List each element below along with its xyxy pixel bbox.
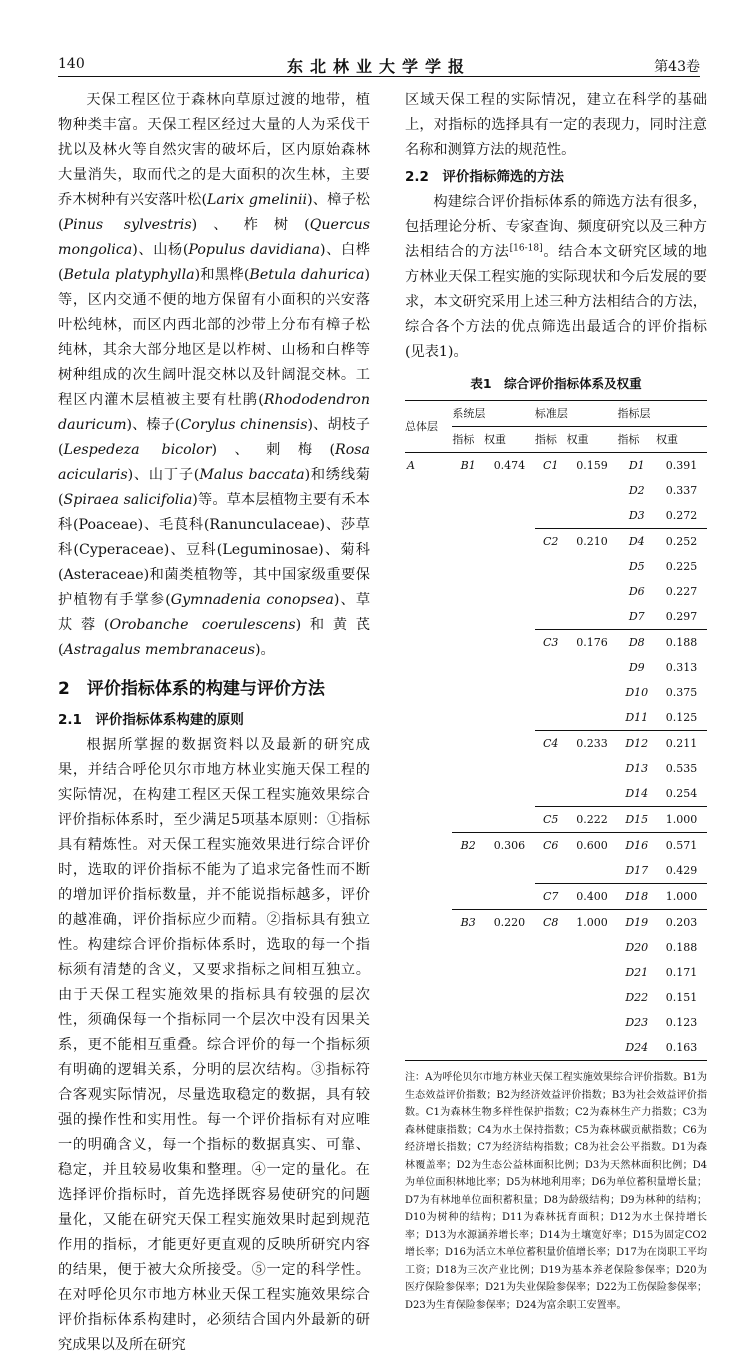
table-cell xyxy=(452,705,484,731)
table-cell: D2 xyxy=(628,484,645,497)
table-cell xyxy=(484,1035,535,1061)
table-row xyxy=(405,554,707,579)
table-row xyxy=(405,833,707,859)
table-cell: 0.391 xyxy=(665,459,698,472)
table-cell xyxy=(535,680,567,705)
table-cell xyxy=(567,935,618,960)
table-cell: D3 xyxy=(617,503,656,529)
table-cell xyxy=(452,781,484,807)
table-cell xyxy=(405,858,452,884)
table-cell xyxy=(452,680,484,705)
table-cell xyxy=(405,960,452,985)
table-row xyxy=(405,910,707,936)
table-cell xyxy=(484,604,535,630)
table-cell xyxy=(405,503,452,529)
intro-text: )、樟子松( xyxy=(58,192,370,233)
table-row xyxy=(405,731,707,757)
table-cell: 0.220 xyxy=(493,916,526,929)
table-row xyxy=(405,680,707,705)
table-row xyxy=(405,1035,707,1061)
latin-name: Pinus sylvestris xyxy=(63,217,192,233)
table-cell xyxy=(567,655,618,680)
intro-text: )、胡枝子( xyxy=(58,417,370,458)
table-cell xyxy=(452,884,484,910)
table-cell: D15 xyxy=(617,807,656,833)
table-cell: 0.535 xyxy=(665,762,698,775)
table-cell xyxy=(484,985,535,1010)
intro-text: )、山丁子( xyxy=(127,467,200,483)
method-text-b: 。结合本文研究区域的地方林业天保工程实施的实际现状和今后发展的要求，本文研究采用上述三种方法相结合的方法，综合各个方法的优点筛选出最适合的评价指标(见表1)。 xyxy=(405,244,707,360)
table-cell: C3 xyxy=(543,636,559,649)
volume-label: 第43卷 xyxy=(654,59,700,75)
latin-name: Gymnadenia conopsea xyxy=(170,592,334,608)
intro-text: 天保工程区位于森林向草原过渡的地带，植物种类丰富。天保工程区经过大量的人为采伐干扰以及林火等自然灾害的破坏后，区内原始森林大量消失，取而代之的是大面积的次生林，主要乔木树种有兴安落叶松( xyxy=(58,92,370,208)
table-cell: D11 xyxy=(617,705,656,731)
continued-paragraph: 区域天保工程的实际情况，建立在科学的基础上，对指标的选择具有一定的表现力，同时注意名称和测算方法的规范性。 xyxy=(405,92,707,158)
table-row xyxy=(405,807,707,833)
table-cell xyxy=(452,807,484,833)
table-cell: 0.429 xyxy=(656,858,707,884)
table-cell: C8 xyxy=(543,916,559,929)
table-cell xyxy=(452,731,484,757)
table-cell: C5 xyxy=(535,807,567,833)
table-cell xyxy=(567,756,618,781)
table-cell xyxy=(452,756,484,781)
table-cell: D19 xyxy=(625,916,649,929)
table-cell xyxy=(484,935,535,960)
subcol-idx: 指标 xyxy=(617,427,656,453)
table-cell xyxy=(535,985,567,1010)
table-cell: 0.188 xyxy=(665,941,698,954)
table-cell xyxy=(484,579,535,604)
table-row xyxy=(405,478,707,503)
table-cell: 0.571 xyxy=(665,839,698,852)
table-cell xyxy=(567,1010,618,1035)
table-cell xyxy=(452,503,484,529)
latin-name: Rosa acicularis xyxy=(58,442,371,483)
table-cell: 1.000 xyxy=(656,807,707,833)
table-cell xyxy=(405,655,452,680)
intro-text: )、刺梅( xyxy=(211,442,336,458)
table-cell xyxy=(405,554,452,579)
table-cell xyxy=(452,960,484,985)
table-cell: D12 xyxy=(625,737,649,750)
table-cell xyxy=(535,579,567,604)
table-cell: D23 xyxy=(625,1016,649,1029)
col-total: 总体层 xyxy=(405,401,452,453)
table-cell: D20 xyxy=(625,941,649,954)
table-cell xyxy=(452,1010,484,1035)
table-cell: 0.225 xyxy=(665,560,698,573)
table-title: 表1 综合评价指标体系及权重 xyxy=(470,376,642,391)
table-row xyxy=(405,884,707,910)
intro-text: )等，区内交通不便的地方保留有小面积的兴安落叶松纯林，而区内西北部的沙带上分布有樟子松纯林，其余大部分地区是以柞树、山杨和白桦等树种组成的次生阔叶混交林以及针阔混交林。工程区内灌木层植被主要有杜鹃( xyxy=(58,267,370,408)
table-cell xyxy=(405,807,452,833)
table-cell: D18 xyxy=(617,884,656,910)
table-cell xyxy=(484,705,535,731)
table-cell xyxy=(484,680,535,705)
table-cell: 0.313 xyxy=(665,661,698,674)
principles-paragraph: 根据所掌握的数据资料以及最新的研究成果，并结合呼伦贝尔市地方林业实施天保工程的实际情况，在构建工程区天保工程实施效果综合评价指标体系时，至少满足5项基本原则：①指标具有精炼性。对天保工程实施效果进行综合评价时，选取的评价指标不能为了追求完备性而不断的增加评价指标数量，并不能说指标越多，评价的越准确，评价指标应少而精。②指标具有独立性。构建综合评价指标体系时，选取的每一个指标须有清楚的含义，又要求指标之间相互独立。由于天保工程实施效果的指标具有较强的层次性，须确保每一个指标同一个层次中没有因果关系，更不能相互重叠。综合评价的每一个指标须有明确的逻辑关系，分明的层次结构。③指标符合客观实际情况，尽量选取稳定的数据，具有较强的操作性和实用性。每一个评价指标有对应唯一的明确含义，每一个指标的数据真实、可靠、稳定，并且较易收集和整理。④一定的量化。在选择评价指标时，首先选择既容易使研究的问题量化，又能在研究天保工程实施效果时起到规范作用的指标，才能更好更直观的反映所研究内容的结果，便于被大众所接受。⑤一定的科学性。在对呼伦贝尔市地方林业天保工程实施效果综合评价指标体系构建时，必须结合国内外最新的研究成果以及所在研究 xyxy=(58,737,370,1353)
table-cell xyxy=(405,529,452,555)
table-cell xyxy=(567,604,618,630)
table-cell xyxy=(484,503,535,529)
table-cell: B3 xyxy=(460,916,476,929)
method-text-a: 构建综合评价指标体系的筛选方法有很多，包括理论分析、专家查询、频度研究以及三种方法相结合的方法 xyxy=(405,194,707,260)
latin-name: Populus davidiana xyxy=(188,242,320,258)
table-cell xyxy=(535,503,567,529)
intro-text: )。 xyxy=(255,642,275,658)
table-cell: C4 xyxy=(543,737,559,750)
table-cell: D17 xyxy=(617,858,656,884)
table-cell xyxy=(405,833,452,859)
table-cell xyxy=(484,478,535,503)
table-cell xyxy=(535,604,567,630)
table-row xyxy=(405,655,707,680)
table-cell: 0.163 xyxy=(656,1035,707,1061)
table-cell xyxy=(567,503,618,529)
table-cell: 0.400 xyxy=(567,884,618,910)
table-cell xyxy=(484,630,535,656)
table-cell xyxy=(405,985,452,1010)
table-cell xyxy=(484,554,535,579)
weights-table xyxy=(405,400,707,1061)
table-cell xyxy=(405,604,452,630)
table-cell: 0.211 xyxy=(665,737,698,750)
table-cell xyxy=(567,554,618,579)
col-indicator: 指标层 xyxy=(617,401,707,427)
table-cell xyxy=(405,910,452,936)
table-cell: D9 xyxy=(628,661,645,674)
table-cell: 1.000 xyxy=(576,916,608,929)
table-cell xyxy=(535,1035,567,1061)
table-cell xyxy=(452,478,484,503)
table-cell: 0.222 xyxy=(567,807,618,833)
latin-name: Rhododendron dauricum xyxy=(58,392,370,433)
table-cell: C2 xyxy=(543,535,559,548)
table-cell: D13 xyxy=(625,762,649,775)
latin-name: Lespedeza bicolor xyxy=(63,442,212,458)
table-cell xyxy=(484,884,535,910)
table-cell: 0.233 xyxy=(576,737,608,750)
table-cell xyxy=(405,478,452,503)
intro-text: )、草苁蓉( xyxy=(58,592,371,633)
table-row xyxy=(405,529,707,555)
table-cell: 0.151 xyxy=(665,991,698,1004)
intro-text: )和黑桦( xyxy=(194,267,250,283)
subcol-idx: 指标 xyxy=(452,427,484,453)
intro-text: )和绣线菊( xyxy=(58,467,370,508)
table-cell: A xyxy=(407,459,415,472)
table-cell xyxy=(405,1010,452,1035)
latin-name: Corylus chinensis xyxy=(180,417,308,433)
latin-name: Astragalus membranaceus xyxy=(63,642,256,658)
intro-text: )、山杨( xyxy=(132,242,189,258)
table-cell xyxy=(484,781,535,807)
subsection-heading-2-2: 2.2 评价指标筛选的方法 xyxy=(405,169,564,185)
table-cell xyxy=(452,579,484,604)
table-row xyxy=(405,858,707,884)
table-cell: D14 xyxy=(617,781,656,807)
table-cell: 0.297 xyxy=(656,604,707,630)
table-cell: C1 xyxy=(543,459,559,472)
table-cell xyxy=(405,731,452,757)
table-row xyxy=(405,604,707,630)
table-cell: 0.600 xyxy=(576,839,608,852)
citation: [16-18] xyxy=(509,243,543,254)
table-note: 注：A为呼伦贝尔市地方林业天保工程实施效果综合评价指数。B1为生态效益评价指数；B2为经济效益评价指数；B3为社会效益评价指数。C1为森林生物多样性保护指数；C2为森林生产力指数；C3为森林健康指数；C4为水土保持指数；C5为森林碳贡献指数；C6为经济增长指数；C7为经济结构指数；C8为社会公平指数。D1为森林覆盖率；D2为生态公益林面积比例；D3为天然林面积比例；D4为单位面积林地比率；D5为林地利用率；D6为单位蓄积量增长量；D7为有林地单位面积蓄积量；D8为龄级结构；D9为林种的结构；D10为树种的结构；D11为森林抚育面积；D12为水土保持增长率；D13为水源涵养增长率；D14为土壤宽好率；D15为固定CO2增长率；D16为活立木单位蓄积量价值增长率；D17为在岗职工平均工资；D18为三次产业比例；D19为基本养老保险参保率；D20为医疗保险参保率；D21为失业保险参保率；D22为工伤保险参保率；D23为生育保险参保率；D24为富余职工安置率。 xyxy=(405,1072,707,1311)
page-number: 140 xyxy=(58,56,85,72)
table-row xyxy=(405,935,707,960)
table-cell: 0.337 xyxy=(665,484,698,497)
table-row xyxy=(405,756,707,781)
page-header xyxy=(58,54,700,77)
table-cell xyxy=(535,960,567,985)
table-cell xyxy=(535,858,567,884)
table-cell xyxy=(405,935,452,960)
table-cell xyxy=(484,858,535,884)
table-cell: 0.272 xyxy=(656,503,707,529)
latin-name: Betula platyphylla xyxy=(63,267,195,283)
table-cell xyxy=(452,1035,484,1061)
table-cell: D4 xyxy=(628,535,645,548)
table-cell: 0.306 xyxy=(493,839,526,852)
subcol-weight: 权重 xyxy=(484,427,535,453)
table-cell: 0.123 xyxy=(665,1016,698,1029)
table-cell xyxy=(452,529,484,555)
table-cell: 0.203 xyxy=(665,916,698,929)
col-system: 系统层 xyxy=(452,401,535,427)
table-cell xyxy=(567,579,618,604)
table-cell xyxy=(405,756,452,781)
latin-name: Quercus mongolica xyxy=(58,217,370,258)
table-cell xyxy=(405,630,452,656)
table-row xyxy=(405,453,707,479)
table-cell xyxy=(535,554,567,579)
table-row xyxy=(405,960,707,985)
table-cell: D22 xyxy=(625,991,649,1004)
table-cell: D21 xyxy=(625,966,649,979)
latin-name: Betula dahurica xyxy=(249,267,365,283)
table-cell xyxy=(567,960,618,985)
table-cell xyxy=(452,630,484,656)
table-cell: C6 xyxy=(543,839,559,852)
table-cell xyxy=(535,655,567,680)
table-cell: 0.176 xyxy=(576,636,608,649)
subcol-weight: 权重 xyxy=(567,427,618,453)
table-cell: B2 xyxy=(460,839,476,852)
table-row xyxy=(405,503,707,529)
intro-text: )、榛子( xyxy=(126,417,181,433)
right-column xyxy=(405,88,707,1314)
table-row xyxy=(405,579,707,604)
table-cell xyxy=(452,935,484,960)
table-cell xyxy=(405,1035,452,1061)
table-cell: D8 xyxy=(628,636,645,649)
journal-title: 东北林业大学学报 xyxy=(286,57,471,76)
intro-text: )和黄芪( xyxy=(58,617,370,658)
table-cell: D7 xyxy=(617,604,656,630)
table-cell xyxy=(484,731,535,757)
latin-name: Spiraea salicifolia xyxy=(63,492,193,508)
table-cell: 0.159 xyxy=(576,459,608,472)
table-cell xyxy=(452,554,484,579)
col-criterion: 标准层 xyxy=(535,401,618,427)
table-cell xyxy=(405,781,452,807)
table-cell: D6 xyxy=(628,585,645,598)
table-row xyxy=(405,985,707,1010)
table-cell xyxy=(452,985,484,1010)
table-cell xyxy=(567,1035,618,1061)
table-cell xyxy=(567,781,618,807)
table-row xyxy=(405,630,707,656)
latin-name: Larix gmelinii xyxy=(206,192,308,208)
table-cell: C7 xyxy=(535,884,567,910)
table-cell xyxy=(535,705,567,731)
table-cell: 0.252 xyxy=(665,535,698,548)
table-cell xyxy=(567,478,618,503)
table-cell: D16 xyxy=(625,839,649,852)
table-row xyxy=(405,781,707,807)
table-cell xyxy=(405,680,452,705)
table-row xyxy=(405,1010,707,1035)
table-cell: 0.227 xyxy=(665,585,698,598)
left-column xyxy=(58,88,370,1358)
table-cell xyxy=(484,960,535,985)
table-cell xyxy=(484,1010,535,1035)
table-cell: 0.254 xyxy=(656,781,707,807)
subcol-idx: 指标 xyxy=(535,427,567,453)
table-cell: 1.000 xyxy=(656,884,707,910)
table-cell xyxy=(535,935,567,960)
table-cell xyxy=(535,478,567,503)
table-cell: 0.210 xyxy=(576,535,608,548)
table-cell xyxy=(567,858,618,884)
table-cell: D5 xyxy=(628,560,645,573)
table-cell xyxy=(535,756,567,781)
table-cell: 0.171 xyxy=(665,966,698,979)
table-cell xyxy=(567,680,618,705)
method-paragraph xyxy=(405,190,707,365)
latin-name: Orobanche coerulescens xyxy=(109,617,296,633)
table-cell xyxy=(484,807,535,833)
table-cell: 0.474 xyxy=(493,459,526,472)
table-cell xyxy=(484,529,535,555)
latin-name: Malus baccata xyxy=(199,467,305,483)
intro-paragraph xyxy=(58,88,370,663)
table-cell: 0.188 xyxy=(665,636,698,649)
table-cell xyxy=(405,705,452,731)
section-heading: 2 评价指标体系的构建与评价方法 xyxy=(58,679,325,699)
table-row xyxy=(405,705,707,731)
intro-text: )等。草本层植物主要有禾本科(Poaceae)、毛茛科(Ranunculaceae)、莎草科(Cyperaceae)、豆科(Leguminosae)、菊科(Asteraceae)和菌类植物等，其中国家级重要保护植物有手掌参( xyxy=(58,492,370,608)
table-cell: B1 xyxy=(460,459,476,472)
table-cell xyxy=(484,756,535,781)
subcol-weight: 权重 xyxy=(656,427,707,453)
table-cell xyxy=(452,604,484,630)
intro-text: )、柞树( xyxy=(191,217,310,233)
table-cell: 0.125 xyxy=(656,705,707,731)
table-cell xyxy=(452,655,484,680)
table-cell xyxy=(484,655,535,680)
table-cell: 0.375 xyxy=(665,686,698,699)
table-cell xyxy=(405,884,452,910)
subsection-heading-2-1: 2.1 评价指标体系构建的原则 xyxy=(58,712,244,728)
table-cell xyxy=(535,781,567,807)
table-cell: D10 xyxy=(625,686,649,699)
table-cell xyxy=(535,1010,567,1035)
table-cell xyxy=(567,705,618,731)
table-cell: D24 xyxy=(617,1035,656,1061)
table-cell xyxy=(567,985,618,1010)
table-cell: D1 xyxy=(628,459,645,472)
table-cell xyxy=(405,579,452,604)
intro-text: )、白桦( xyxy=(58,242,370,283)
table-cell xyxy=(452,858,484,884)
